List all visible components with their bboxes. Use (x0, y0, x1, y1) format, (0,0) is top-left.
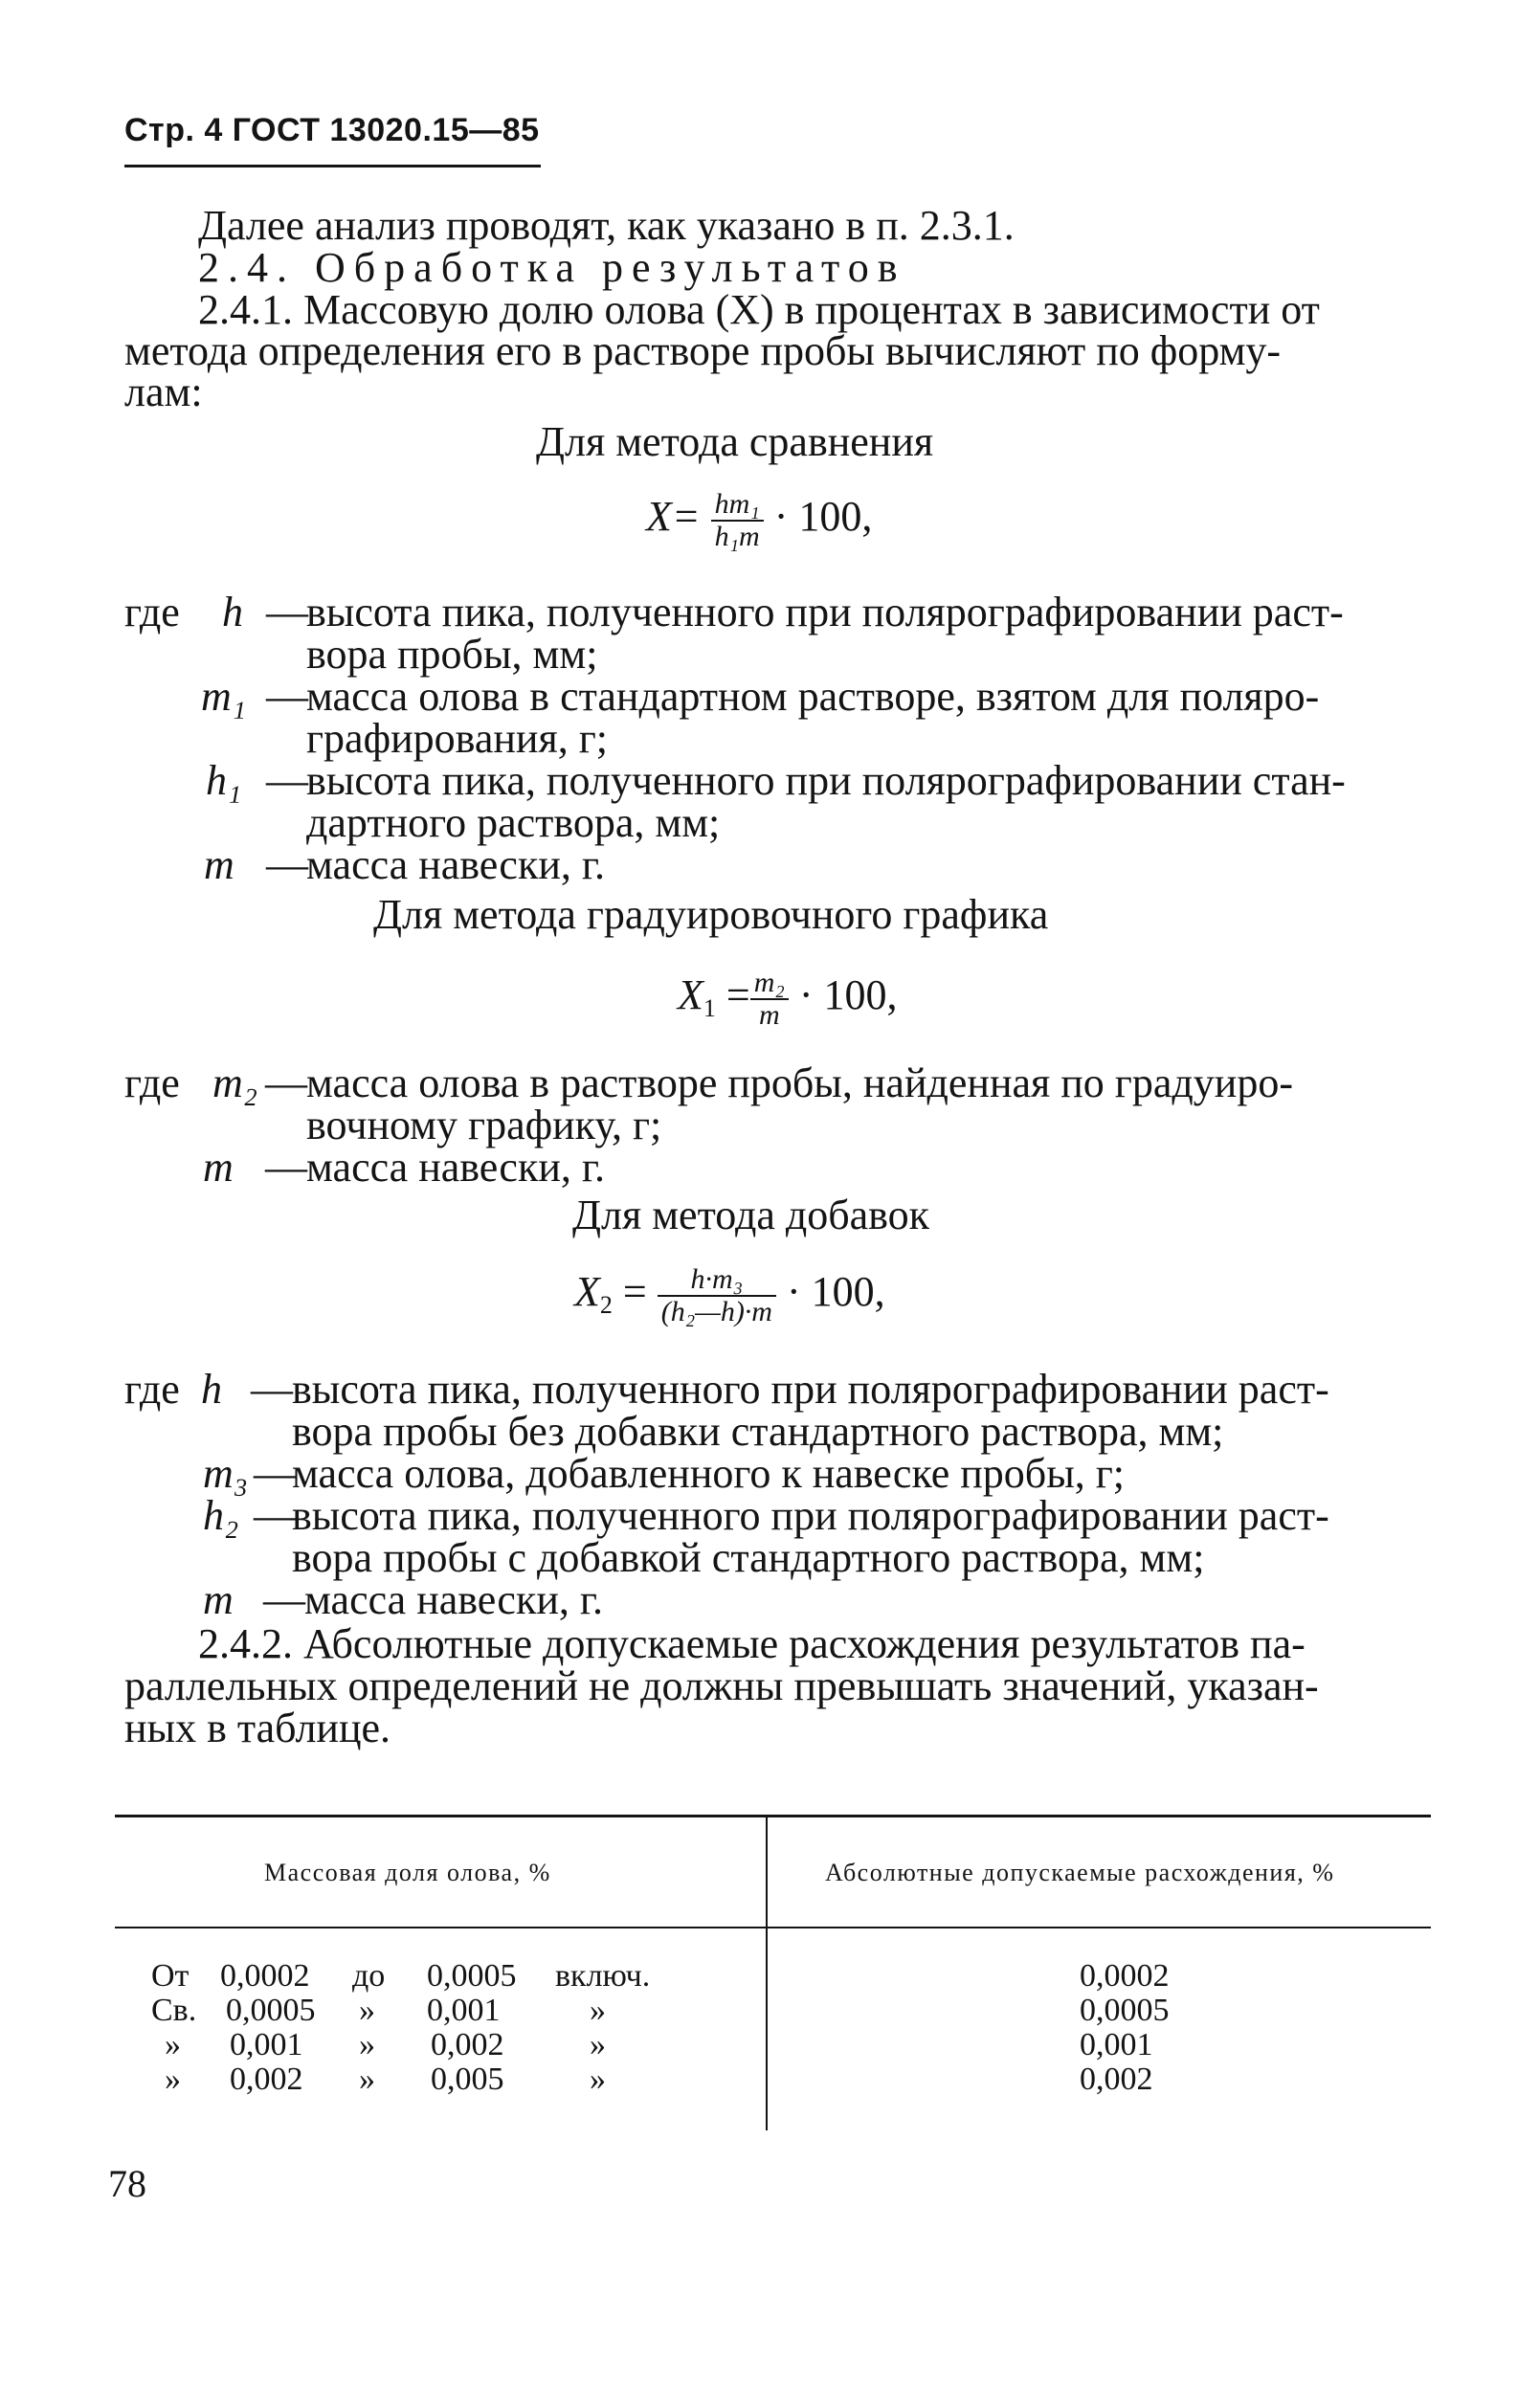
def-symbol: m₂ (212, 1059, 258, 1106)
formula-lhs-subscript: 2 (599, 1291, 613, 1319)
row-prefix: От (151, 1958, 190, 1994)
formula-method-3 (574, 1261, 885, 1327)
def-symbol: h₁ (206, 757, 242, 804)
def-dash: — (263, 1576, 305, 1623)
fraction-denominator: m (758, 998, 780, 1031)
row-mid: » (359, 2027, 375, 2062)
paragraph-242-line-1: 2.4.2. Абсолютные допускаемые расхождения результатов па- (198, 1620, 1306, 1667)
row-to: 0,001 (427, 1993, 501, 2028)
def-symbol: m₃ (203, 1450, 249, 1497)
row-mid: » (359, 2062, 375, 2097)
def-text: масса навески, г. (304, 1576, 603, 1623)
row-to: 0,0005 (427, 1958, 517, 1994)
row-tolerance-value: 0,0002 (1080, 1958, 1170, 1994)
paragraph-241-line-2: метода определения его в растворе пробы вычисляют по форму- (124, 327, 1282, 374)
def-symbol: m (203, 1576, 234, 1623)
row-mid: до (352, 1958, 386, 1994)
header-rule (124, 165, 541, 167)
def-continuation: вочному графику, г; (306, 1102, 662, 1148)
def-continuation: вора пробы с добавкой стандартного раствора, мм; (292, 1534, 1205, 1581)
formula-method-2 (678, 965, 897, 1031)
table-header-rule (115, 1927, 1431, 1928)
paragraph-242-line-3: ных в таблице. (124, 1705, 391, 1751)
where-label: где (124, 1366, 180, 1413)
page-number: 78 (108, 2162, 146, 2205)
row-from: 0,001 (230, 2027, 303, 2062)
def-continuation: вора пробы, мм; (306, 631, 598, 678)
row-from: 0,0002 (220, 1958, 310, 1994)
where-label: где (124, 589, 180, 635)
formula-lhs: X (574, 1268, 600, 1315)
method-1-title: Для метода сравнения (536, 418, 934, 465)
def-dash: — (266, 757, 308, 804)
def-symbol: m (204, 841, 234, 888)
method-3-title: Для метода добавок (572, 1192, 930, 1238)
formula-lhs-subscript: 1 (703, 994, 716, 1022)
fraction-denominator: (h₂—h)·m (660, 1295, 772, 1327)
formula-lhs: X (678, 971, 703, 1018)
where-label: где (124, 1059, 180, 1106)
def-symbol: h (201, 1366, 222, 1413)
table-top-rule (115, 1815, 1431, 1817)
row-prefix: » (165, 2062, 181, 2097)
fraction-numerator: hm₁ (711, 489, 764, 522)
formula-lhs: X= (646, 493, 701, 540)
paragraph-continue: Далее анализ проводят, как указано в п. 2.3.1. (198, 202, 1015, 249)
formula-tail: · 100, (773, 493, 873, 540)
table-header-mass-fraction: Массовая доля олова, % (264, 1859, 551, 1886)
row-mid: » (359, 1993, 375, 2028)
table-column-divider (766, 1817, 768, 2130)
def-symbol: h₂ (203, 1492, 239, 1539)
row-prefix: Св. (151, 1993, 197, 2028)
row-to: 0,002 (431, 2027, 504, 2062)
def-dash: — (265, 1144, 307, 1191)
row-from: 0,0005 (226, 1993, 316, 2028)
fraction-numerator: h·m₃ (658, 1264, 776, 1297)
formula-fraction (711, 489, 764, 552)
def-dash: — (266, 589, 308, 635)
row-suffix: » (590, 2062, 606, 2097)
def-text: масса олова в растворе пробы, найденная по градуиро- (306, 1059, 1293, 1106)
def-symbol: m₁ (201, 673, 247, 720)
def-text: высота пика, полученного при полярографировании раст- (306, 589, 1344, 635)
formula-tail: · 100, (786, 1268, 885, 1315)
formula-fraction (750, 968, 789, 1031)
def-continuation: вора пробы без добавки стандартного раствора, мм; (292, 1408, 1224, 1455)
row-to: 0,005 (431, 2062, 504, 2097)
paragraph-241-line-1: 2.4.1. Массовую долю олова (X) в процентах в зависимости от (198, 286, 1320, 333)
row-suffix: » (590, 2027, 606, 2062)
row-from: 0,002 (230, 2062, 303, 2097)
formula-equals: = (725, 971, 750, 1018)
def-text: масса олова, добавленного к навеске пробы, г; (292, 1450, 1126, 1497)
fraction-denominator: h₁m (714, 520, 760, 552)
def-symbol: h (222, 589, 243, 635)
paragraph-241-line-3: лам: (124, 368, 203, 415)
row-tolerance-value: 0,001 (1080, 2027, 1153, 2062)
def-dash: — (251, 1366, 293, 1413)
row-suffix: включ. (555, 1958, 651, 1994)
def-dash: — (265, 1059, 307, 1106)
def-text: масса олова в стандартном растворе, взятом для поляро- (306, 673, 1320, 720)
paragraph-242-line-2: раллельных определений не должны превышать значений, указан- (124, 1662, 1319, 1709)
formula-tail: · 100, (798, 971, 898, 1018)
def-text: высота пика, полученного при полярографировании раст- (292, 1492, 1329, 1539)
table-header-tolerance: Абсолютные допускаемые расхождения, % (825, 1859, 1335, 1886)
def-symbol: m (203, 1144, 234, 1191)
def-dash: — (266, 673, 308, 720)
def-dash: — (254, 1450, 296, 1497)
def-dash: — (266, 841, 308, 888)
row-tolerance-value: 0,0005 (1080, 1993, 1170, 2028)
def-continuation: графирования, г; (306, 715, 608, 762)
def-text: высота пика, полученного при полярографировании раст- (292, 1366, 1329, 1413)
formula-fraction (658, 1264, 776, 1327)
page-header: Стр. 4 ГОСТ 13020.15—85 (124, 112, 540, 148)
fraction-numerator: m₂ (750, 968, 789, 1000)
row-suffix: » (590, 1993, 606, 2028)
method-2-title: Для метода градуировочного графика (373, 891, 1049, 938)
row-prefix: » (165, 2027, 181, 2062)
def-dash: — (254, 1492, 296, 1539)
def-text: высота пика, полученного при полярографировании стан- (306, 757, 1346, 804)
formula-method-1 (646, 486, 872, 552)
row-tolerance-value: 0,002 (1080, 2062, 1153, 2097)
formula-equals: = (622, 1268, 647, 1315)
def-text: масса навески, г. (306, 841, 605, 888)
section-title: 2.4. Обработка результатов (198, 244, 906, 291)
def-continuation: дартного раствора, мм; (306, 799, 721, 846)
def-text: масса навески, г. (306, 1144, 605, 1191)
